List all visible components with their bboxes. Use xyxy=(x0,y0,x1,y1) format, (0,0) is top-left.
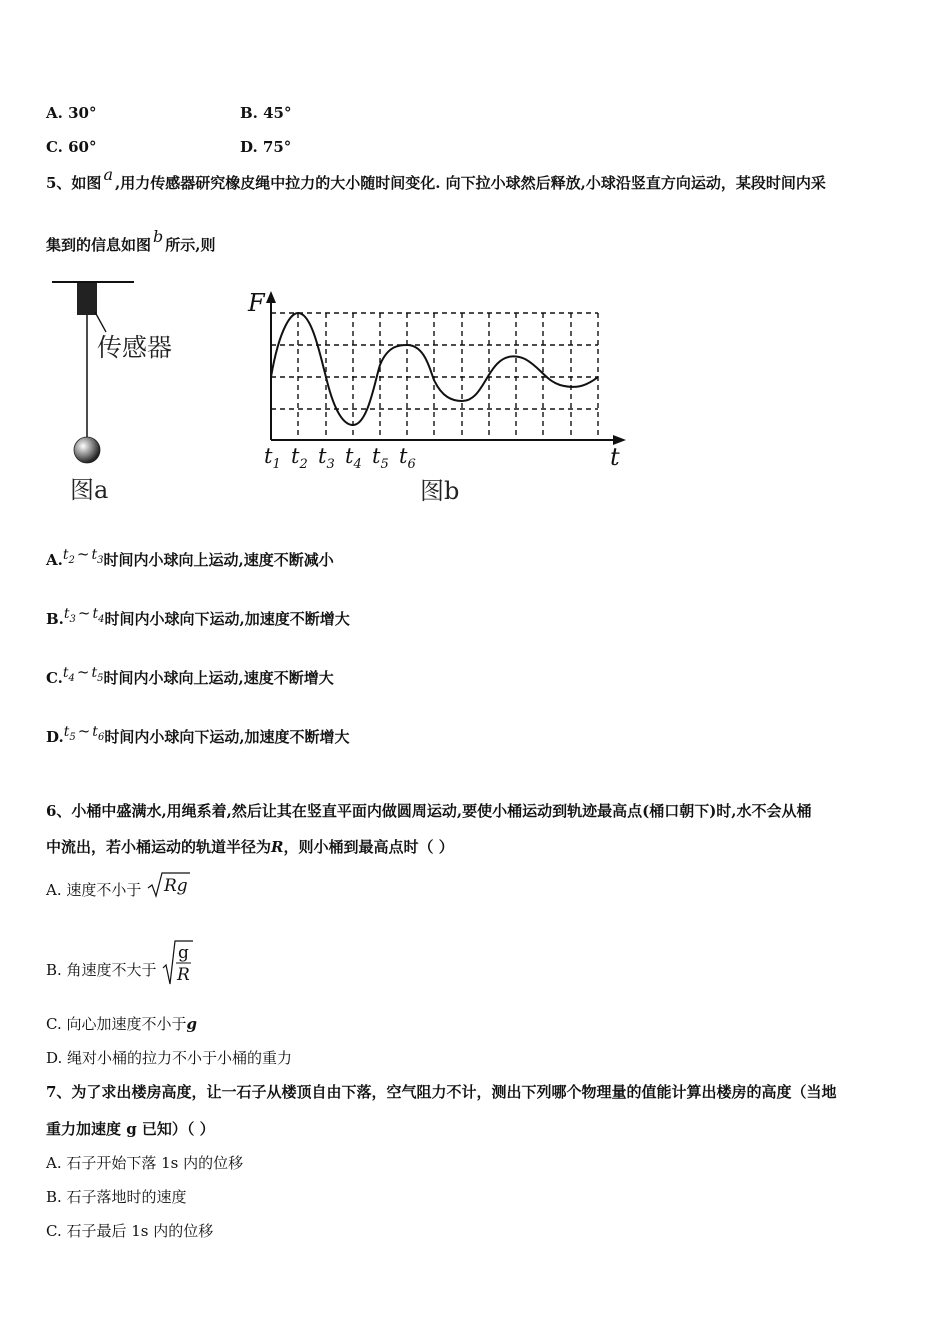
q5-stem-line1 xyxy=(46,165,826,193)
sqrt-rg xyxy=(146,870,192,900)
time-ticks xyxy=(264,444,416,472)
q5-option-a-letter: A. xyxy=(46,551,63,569)
q5-option-c xyxy=(46,663,334,688)
figure-a xyxy=(50,278,200,508)
tick-t5: $t_5$ xyxy=(372,444,389,472)
q5-option-d xyxy=(46,722,350,747)
q7-option-c: C. 石子最后 1s 内的位移 xyxy=(46,1222,214,1240)
q4-option-a: A. 30° xyxy=(46,104,97,122)
q5-option-b-to: $t_4$ xyxy=(92,606,105,625)
q5-var-b: b xyxy=(153,227,164,246)
sensor-block xyxy=(77,283,97,315)
q7-option-b: B. 石子落地时的速度 xyxy=(46,1188,187,1206)
q5-option-b xyxy=(46,604,350,629)
q5-option-c-from: $t_4$ xyxy=(62,665,75,684)
tilde-sign: ~ xyxy=(76,545,90,563)
q6-option-b-text: B. 角速度不大于 xyxy=(46,961,157,979)
frac-num: g xyxy=(178,943,190,963)
q5-line1-rest: ,用力传感器研究橡皮绳中拉力的大小随时间变化. 向下拉小球然后释放,小球沿竖直方向运动，某段时间内采 xyxy=(114,174,826,192)
y-axis-label: F xyxy=(248,289,265,317)
q6-var-r: R xyxy=(271,838,284,856)
q7-option-a: A. 石子开始下落 1s 内的位移 xyxy=(46,1154,244,1172)
q5-option-d-from: $t_5$ xyxy=(63,724,76,743)
q7-stem-line2: 重力加速度 g 已知）（ ） xyxy=(46,1120,215,1138)
x-axis-label: t xyxy=(610,443,620,471)
q5-option-a xyxy=(46,545,334,570)
q5-option-a-text: 时间内小球向上运动,速度不断减小 xyxy=(103,551,334,569)
tilde-sign: ~ xyxy=(77,722,91,740)
sqrt-rg-expr: Rg xyxy=(164,876,188,896)
q6-var-g: g xyxy=(186,1015,197,1033)
q4-option-b: B. 45° xyxy=(240,104,292,122)
sensor-label: 传感器 xyxy=(97,333,173,362)
fig-a-caption: 图a xyxy=(70,476,109,504)
q5-option-c-text: 时间内小球向上运动,速度不断增大 xyxy=(103,669,334,687)
tick-t4: $t_4$ xyxy=(345,444,362,472)
q6-option-b xyxy=(46,938,195,988)
grid xyxy=(271,313,598,440)
tick-t6: $t_6$ xyxy=(399,444,416,472)
y-axis-arrow xyxy=(266,291,276,303)
ball xyxy=(74,437,100,463)
q7-stem-line1: 7、为了求出楼房高度，让一石子从楼顶自由下落，空气阻力不计，测出下列哪个物理量的值能计算出楼房的高度（当地 xyxy=(46,1083,837,1101)
fig-b-caption: 图b xyxy=(420,477,460,505)
q6-option-d: D. 绳对小桶的拉力不小于小桶的重力 xyxy=(46,1049,293,1067)
tick-t2: $t_2$ xyxy=(291,444,308,472)
tilde-sign: ~ xyxy=(77,604,91,622)
q5-option-d-letter: D. xyxy=(46,728,64,746)
sensor-pointer xyxy=(95,312,106,332)
figure-b xyxy=(240,285,640,510)
q5-option-c-letter: C. xyxy=(46,669,63,687)
tick-t3: $t_3$ xyxy=(318,444,335,472)
q5-option-a-from: $t_2$ xyxy=(62,547,75,566)
q5-option-d-text: 时间内小球向下运动,加速度不断增大 xyxy=(104,728,350,746)
q5-option-a-to: $t_3$ xyxy=(91,547,104,566)
q4-option-d: D. 75° xyxy=(240,138,292,156)
tick-t1: $t_1$ xyxy=(264,444,281,472)
q5-prefix: 5、如图 xyxy=(46,174,102,192)
q6-option-c xyxy=(46,1013,197,1034)
q5-line2-prefix: 集到的信息如图 xyxy=(46,236,152,254)
q6-line2-prefix: 中流出，若小桶运动的轨道半径为 xyxy=(46,838,272,856)
q6-stem-line1: 6、小桶中盛满水,用绳系着,然后让其在竖直平面内做圆周运动,要使小桶运动到轨迹最高点(桶口朝下)时,水不会从桶 xyxy=(46,802,812,820)
q6-option-c-text: C. 向心加速度不小于 xyxy=(46,1015,187,1033)
frac-den: R xyxy=(177,965,191,985)
q6-line2-rest: ，则小桶到最高点时（ ） xyxy=(283,838,454,856)
tilde-sign: ~ xyxy=(76,663,90,681)
q6-option-a-text: A. 速度不小于 xyxy=(46,881,142,899)
q5-line2-rest: 所示,则 xyxy=(165,236,216,254)
q5-option-d-to: $t_6$ xyxy=(92,724,105,743)
q5-option-b-letter: B. xyxy=(46,610,64,628)
q5-option-b-from: $t_3$ xyxy=(63,606,76,625)
q5-option-c-to: $t_5$ xyxy=(91,665,104,684)
sqrt-g-over-r xyxy=(161,938,195,988)
q5-var-a: a xyxy=(103,165,113,184)
q5-option-b-text: 时间内小球向下运动,加速度不断增大 xyxy=(104,610,350,628)
q6-option-a xyxy=(46,876,192,906)
q6-stem-line2 xyxy=(46,836,454,857)
q4-option-c: C. 60° xyxy=(46,138,97,156)
q5-stem-line2 xyxy=(46,227,216,255)
